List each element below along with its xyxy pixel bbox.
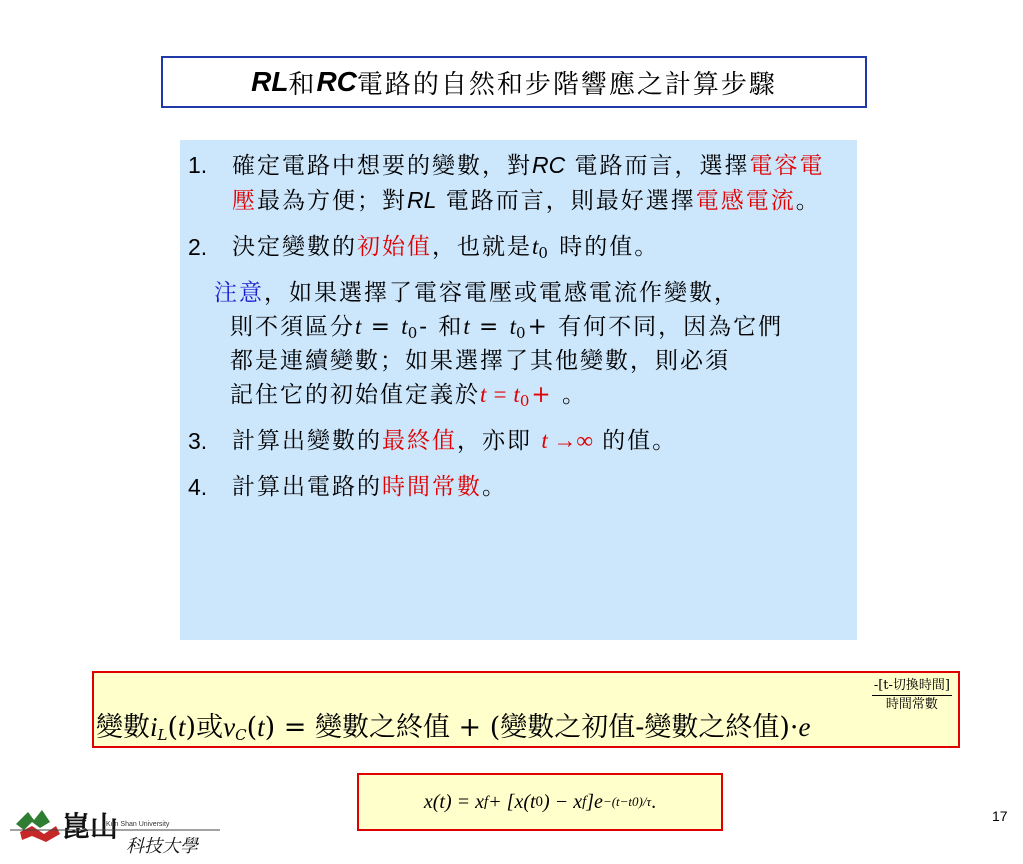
step-text: 計算出變數的	[232, 428, 382, 454]
step-number: 1.	[188, 152, 208, 178]
title-and: 和	[288, 69, 317, 100]
step-2	[188, 230, 843, 264]
var-t: t	[463, 314, 470, 339]
formula-var: e	[798, 712, 811, 742]
var-t: t	[401, 314, 408, 339]
step-number: 3.	[188, 428, 208, 454]
subscript: 0	[516, 324, 528, 342]
formula-text: 變數	[96, 712, 150, 743]
note-label: 注意	[214, 280, 264, 306]
textbook-formula: x(t) = x f + [x(t 0 ) − x f ]e −(t−t0)/τ .	[357, 773, 723, 831]
step-term-rc: RC	[532, 152, 566, 178]
step-4	[188, 470, 843, 504]
slide-title	[161, 56, 867, 108]
var-t: t	[355, 314, 362, 339]
var-t: t	[532, 234, 539, 259]
general-solution-formula	[92, 671, 960, 748]
title-rl: RL	[251, 66, 289, 97]
var-t: t	[509, 314, 517, 339]
highlight-plus: +	[531, 382, 553, 408]
university-logo	[10, 800, 220, 860]
logo-graphic	[10, 800, 220, 860]
note-text: 記住它的初始值定義於	[230, 382, 480, 408]
step-text: 。	[482, 474, 507, 500]
logo-tech-university-chars: 科技大學	[126, 836, 198, 857]
formula-text: + [x(t	[488, 790, 536, 813]
highlight-inductor-current: 電感電流	[695, 188, 796, 214]
note-block	[188, 276, 843, 412]
step-text: 最為方便；對	[257, 188, 407, 214]
formula-exponent	[872, 677, 952, 714]
page-number: 17	[992, 808, 1008, 824]
note-text: 則不須區分	[230, 314, 355, 340]
formula-text: )或	[185, 712, 224, 743]
exponent-numerator: -[t-切換時間]	[872, 677, 952, 696]
note-text: - 和	[419, 314, 464, 340]
formula-var: i	[150, 712, 158, 742]
highlight-final-value: 最終值	[382, 428, 457, 454]
formula-text: ) = 變數之終值 + (變數之初值-變數之終值)·	[264, 712, 799, 743]
highlight-initial-value: 初始值	[357, 234, 432, 260]
step-term-rl: RL	[407, 187, 437, 213]
formula-text: .	[651, 790, 657, 813]
step-text: 計算出電路的	[232, 474, 382, 500]
highlight-time-constant: 時間常數	[382, 474, 482, 500]
note-text: =	[469, 314, 510, 340]
formula-text: x(t) = x	[423, 790, 484, 813]
formula-text: (	[246, 712, 258, 743]
highlight-t-infinity: t →∞	[541, 428, 593, 453]
note-text: =	[361, 314, 402, 340]
step-text: 電路而言，則最好選擇	[436, 188, 696, 214]
subscript: 0	[519, 392, 532, 410]
formula-var: t	[178, 712, 186, 742]
step-number: 2.	[188, 234, 208, 260]
logo-kunshan-chars: 崑山	[62, 810, 119, 843]
step-text: ，亦即	[457, 428, 542, 454]
exponent-denominator: 時間常數	[885, 697, 938, 712]
formula-var: v	[223, 712, 236, 742]
note-text: + 有何不同，因為它們	[527, 314, 784, 340]
note-text: 。	[552, 382, 587, 408]
logo-english-name: Kun Shan University	[106, 821, 170, 828]
step-text: 確定電路中想要的變數，對	[232, 153, 532, 179]
subscript: C	[235, 726, 247, 744]
highlight-capacitor-voltage: 電容電壓	[232, 153, 825, 214]
formula-var: t	[257, 712, 265, 742]
step-text: 。	[795, 188, 821, 214]
subscript: 0	[538, 244, 550, 262]
subscript: L	[157, 726, 168, 744]
step-3	[188, 424, 843, 458]
step-1	[188, 148, 843, 218]
formula-main	[96, 705, 811, 744]
formula-text: ]e	[586, 790, 603, 813]
formula-text: (	[167, 712, 179, 743]
step-number: 4.	[188, 474, 208, 500]
step-text: 時的值。	[549, 234, 660, 260]
step-text: 電路而言，選擇	[565, 153, 750, 179]
step-text: 決定變數的	[232, 234, 357, 260]
subscript: 0	[407, 324, 420, 342]
steps-panel	[180, 140, 857, 640]
note-text: 都是連續變數；如果選擇了其他變數，則必須	[230, 348, 730, 374]
formula-text: ) − x	[543, 790, 583, 813]
highlight-t-equals: t = t	[480, 382, 520, 407]
title-rc: RC	[316, 66, 357, 97]
note-text: ，如果選擇了電容電壓或電感電流作變數，	[264, 280, 739, 306]
step-text: ，也就是	[432, 234, 532, 260]
step-text: 的值。	[592, 428, 678, 454]
title-rest: 電路的自然和步階響應之計算步驟	[356, 69, 777, 100]
